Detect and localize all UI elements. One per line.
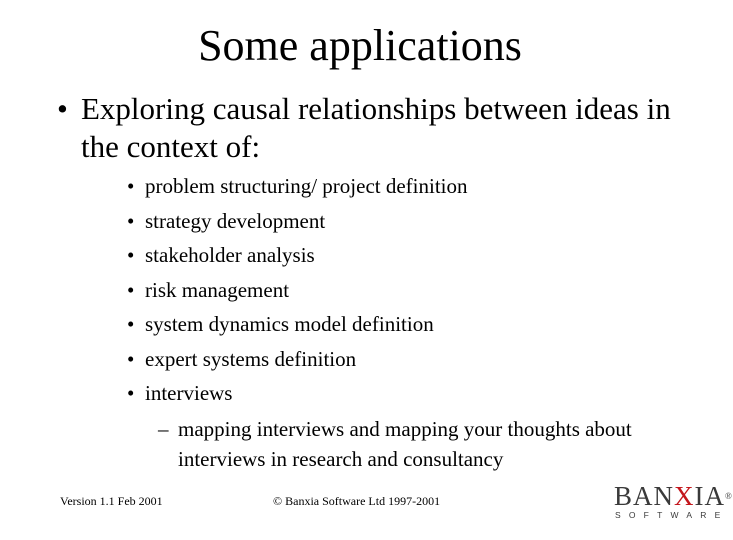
list-item-text: system dynamics model definition xyxy=(145,312,434,336)
sub-bullet-list xyxy=(127,172,687,414)
list-item xyxy=(127,345,687,380)
list-item-text: stakeholder analysis xyxy=(145,243,315,267)
registered-mark: ® xyxy=(725,491,733,501)
sub-sub-bullet-text: mapping interviews and mapping your thoughts about interviews in research and consultancy xyxy=(178,417,632,471)
bullet-icon: • xyxy=(127,277,135,302)
logo-word-end: IA xyxy=(694,481,726,511)
list-item xyxy=(127,172,687,207)
bullet-icon: • xyxy=(57,91,68,126)
logo-word-accent: X xyxy=(674,481,695,511)
bullet-icon: • xyxy=(127,243,135,267)
footer-version: Version 1.1 Feb 2001 xyxy=(60,494,163,508)
logo-wordmark xyxy=(614,482,733,510)
list-item-text: interviews xyxy=(145,381,233,405)
bullet-icon: • xyxy=(127,381,135,405)
list-item-text: risk management xyxy=(145,277,290,302)
logo-tagline: SOFTWARE xyxy=(615,510,729,520)
dash-icon: – xyxy=(158,417,169,441)
list-item xyxy=(127,241,687,276)
logo-word-start: BAN xyxy=(614,481,675,511)
list-item xyxy=(127,276,687,311)
footer-copyright: © Banxia Software Ltd 1997-2001 xyxy=(273,494,441,508)
list-item-text: strategy development xyxy=(145,208,326,233)
bullet-icon: • xyxy=(127,312,135,336)
bullet-icon: • xyxy=(127,174,135,198)
list-item xyxy=(127,379,687,414)
list-item-text: expert systems definition xyxy=(145,346,357,371)
slide-title: Some applications xyxy=(198,21,522,70)
list-item xyxy=(127,207,687,242)
list-item xyxy=(127,310,687,345)
banxia-logo xyxy=(614,481,733,522)
main-bullet-text: Exploring causal relationships between ideas in the context of: xyxy=(81,91,671,164)
bullet-icon: • xyxy=(127,208,135,233)
list-item-text: problem structuring/ project definition xyxy=(145,174,468,198)
bullet-icon: • xyxy=(127,346,135,371)
